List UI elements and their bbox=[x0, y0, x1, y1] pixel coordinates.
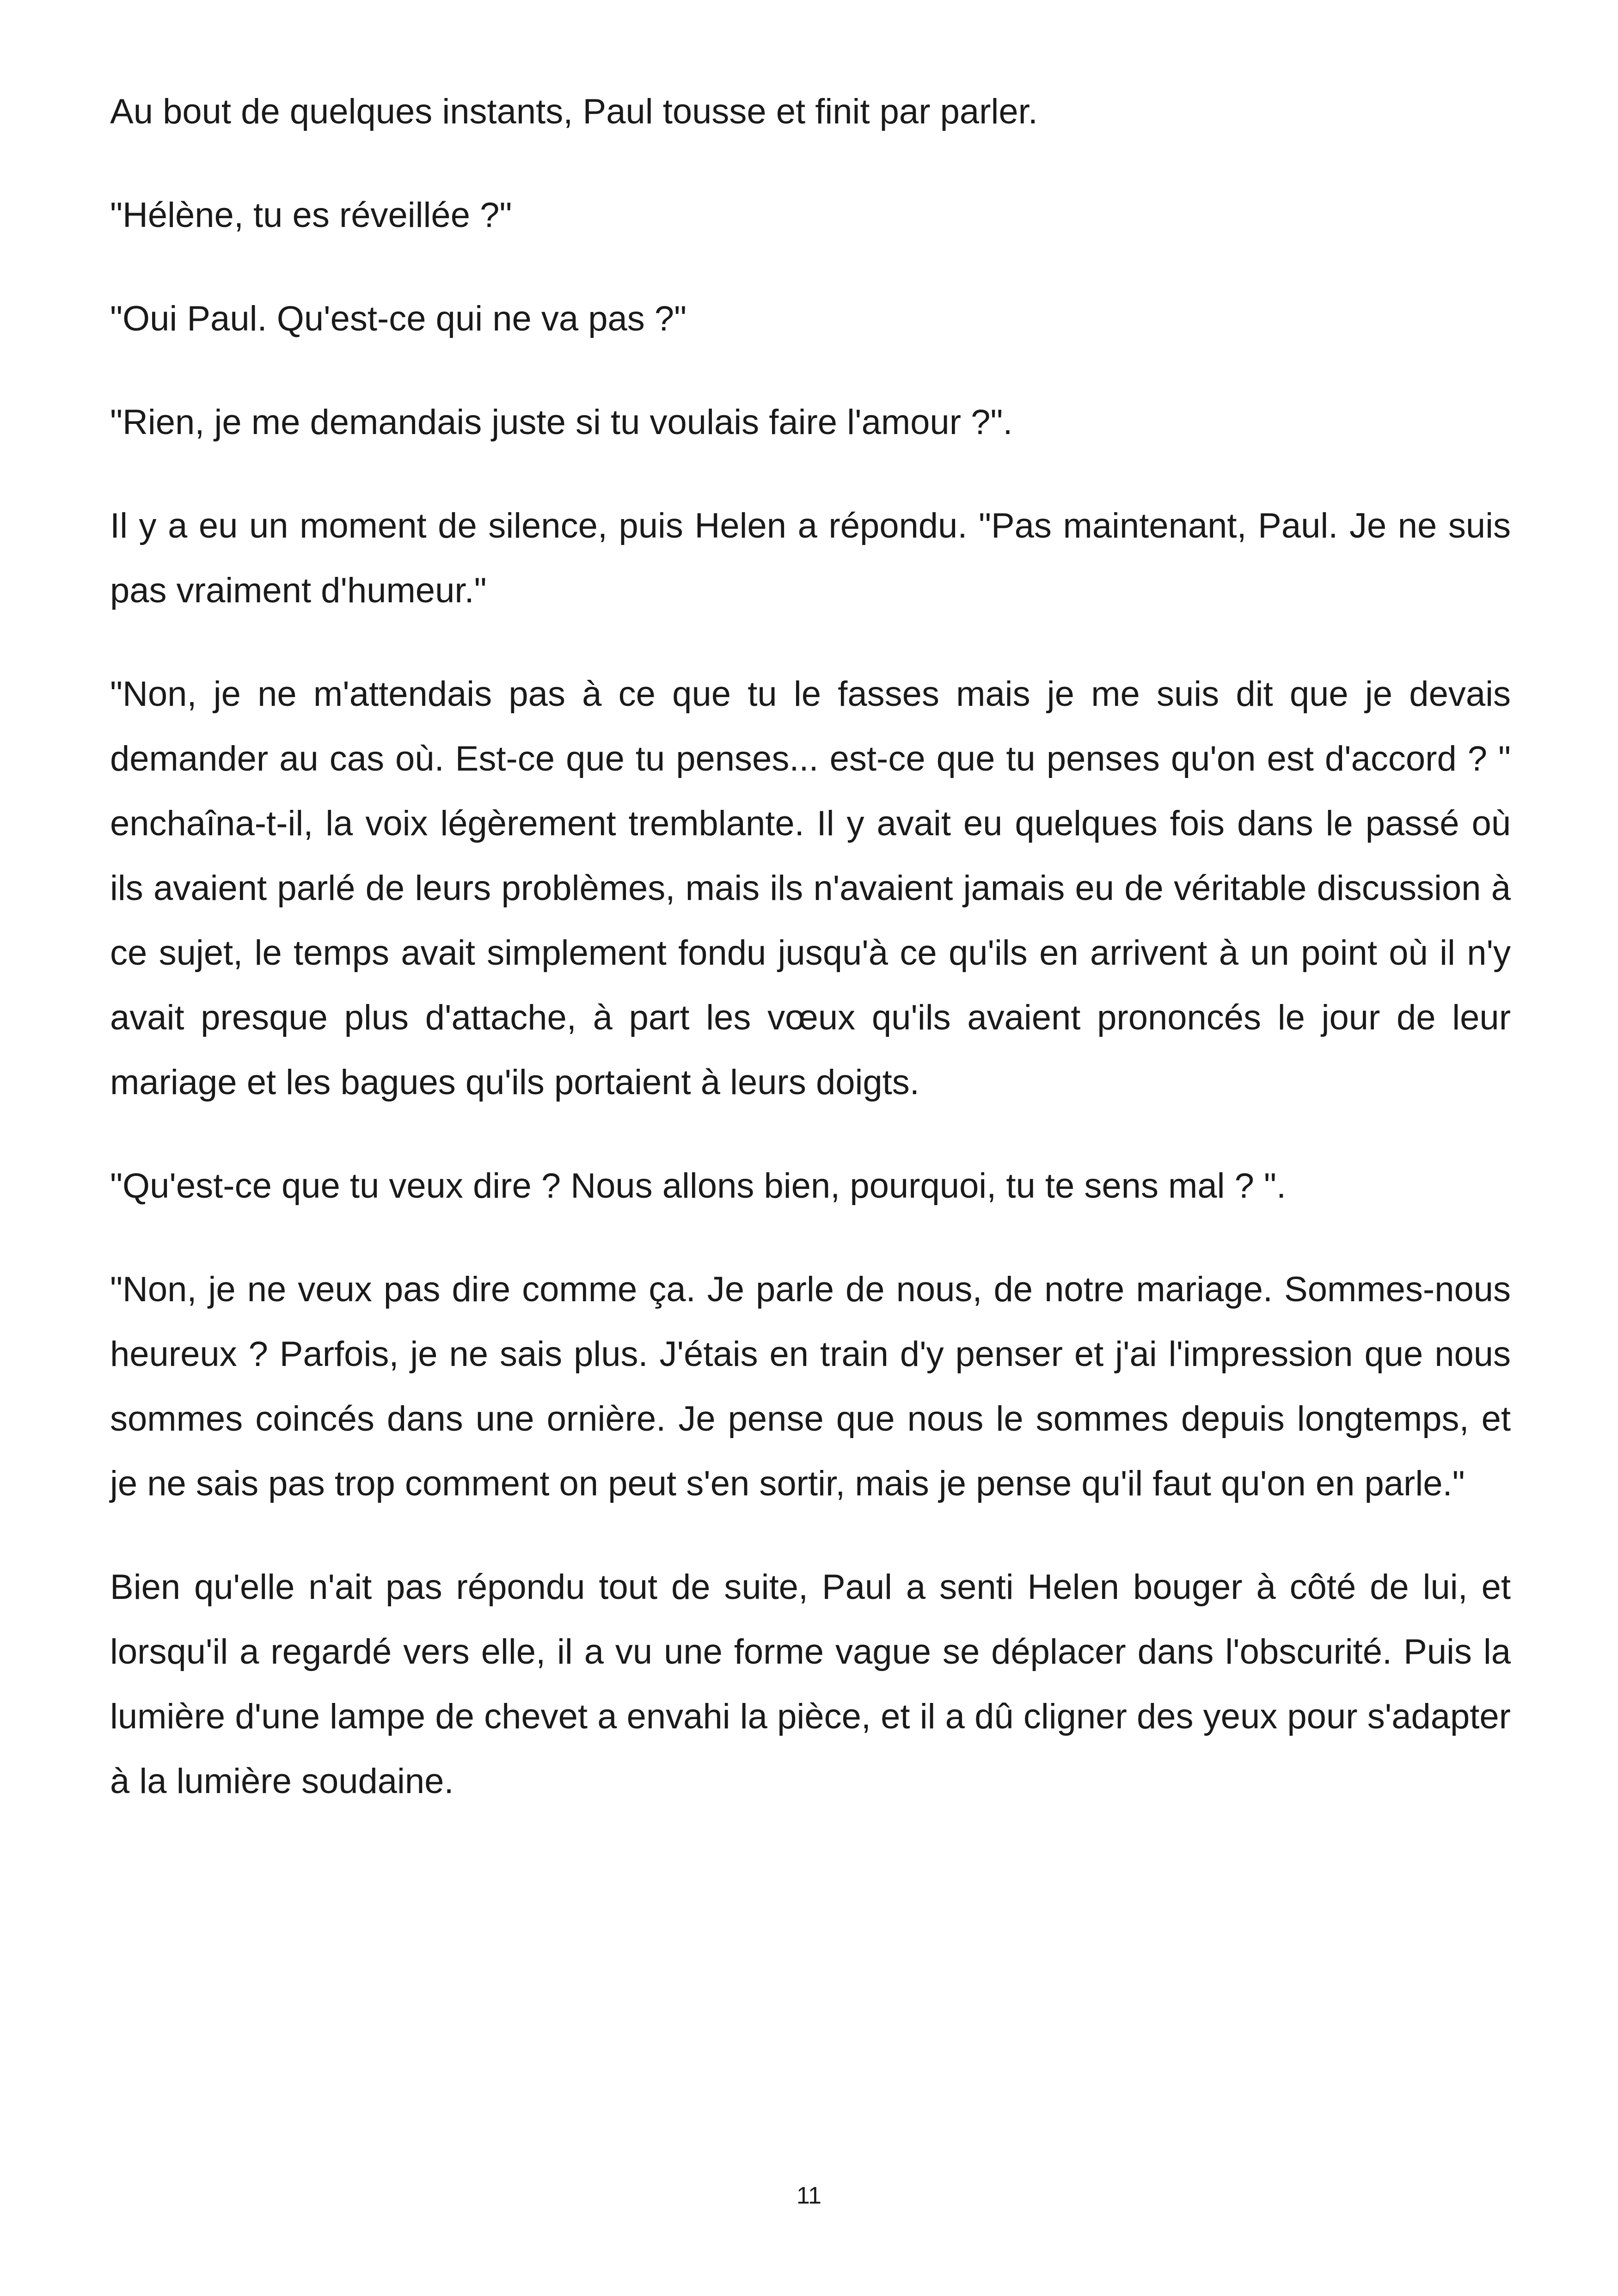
paragraph-5: Il y a eu un moment de silence, puis Helen a répondu. "Pas maintenant, Paul. Je ne suis pas vraiment d'humeur." bbox=[110, 506, 1511, 610]
body-text bbox=[110, 80, 1511, 1853]
paragraph-4: "Rien, je me demandais juste si tu voulais faire l'amour ?". bbox=[110, 403, 1013, 442]
paragraph-9: Bien qu'elle n'ait pas répondu tout de suite, Paul a senti Helen bouger à côté de lui, et lorsqu'il a regardé vers elle, il a vu une forme vague se déplacer dans l'obscurité. Puis la lumière d'une lampe de chevet a envahi la pièce, et il a dû cligner des yeux pour s'adapter à la lumière soudaine. bbox=[110, 1567, 1511, 1801]
paragraph-3: "Oui Paul. Qu'est-ce qui ne va pas ?" bbox=[110, 299, 687, 338]
paragraph-7: "Qu'est-ce que tu veux dire ? Nous allons bien, pourquoi, tu te sens mal ? ". bbox=[110, 1166, 1287, 1206]
paragraph-1: Au bout de quelques instants, Paul tousse et finit par parler. bbox=[110, 92, 1038, 131]
page-number: 11 bbox=[797, 2182, 821, 2209]
paragraph-6: "Non, je ne m'attendais pas à ce que tu le fasses mais je me suis dit que je devais demander au cas où. Est-ce que tu penses... est-ce que tu penses qu'on est d'accord ? " enchaîna-t-il, la voix légèrement tremblante. Il y avait eu quelques fois dans le passé où ils avaient parlé de leurs problèmes, mais ils n'avaient jamais eu de véritable discussion à ce sujet, le temps avait simplement fondu jusqu'à ce qu'ils en arrivent à un point où il n'y avait presque plus d'attache, à part les vœux qu'ils avaient prononcés le jour de leur mariage et les bagues qu'ils portaient à leurs doigts. bbox=[110, 674, 1511, 1102]
paragraph-2: "Hélène, tu es réveillée ?" bbox=[110, 196, 512, 235]
paragraph-8: "Non, je ne veux pas dire comme ça. Je parle de nous, de notre mariage. Sommes-nous heureux ? Parfois, je ne sais plus. J'étais en train d'y penser et j'ai l'impression que nous sommes coincés dans une ornière. Je pense que nous le sommes depuis longtemps, et je ne sais pas trop comment on peut s'en sortir, mais je pense qu'il faut qu'on en parle." bbox=[110, 1270, 1511, 1503]
